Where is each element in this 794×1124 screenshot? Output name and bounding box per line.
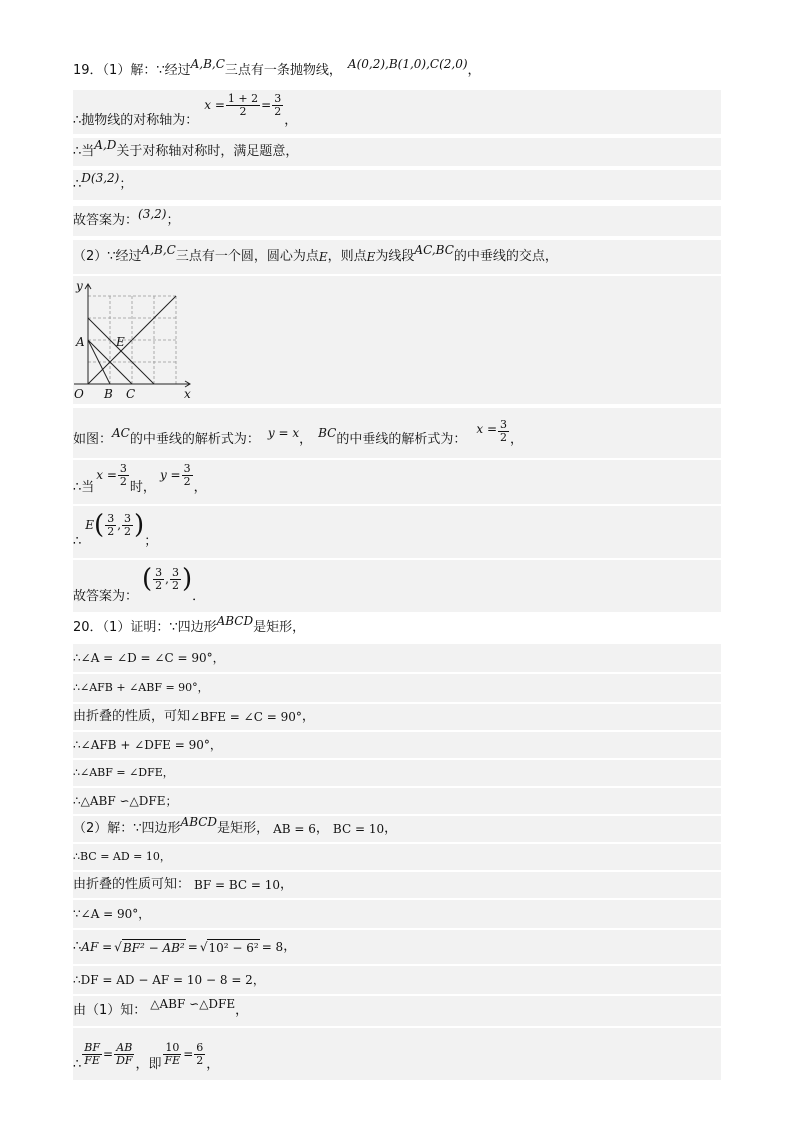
numerator: 3 [183,461,191,475]
punct: ， [467,63,481,78]
coordinate-graph [70,276,200,404]
line-y-equals-x [88,296,176,384]
sqrt-sign: √ [114,940,122,954]
segment-bc: BC [318,426,337,440]
numerator: 3 [500,417,508,431]
equals: = [183,1047,194,1061]
point-coordinates: A(0,2),B(1,0),C(2,0) [347,57,468,71]
denominator: 2 [239,104,247,118]
points-abc: A,B,C [190,57,225,71]
denominator: 2 [155,578,163,592]
denominator: 2 [119,474,127,488]
angle-bfe: ∠BFE = ∠C = 90° [190,710,302,724]
angle-sum: ∴∠AFB + ∠ABF = 90°， [73,681,209,694]
punct: ， [284,113,298,128]
numerator: 10 [165,1040,180,1054]
q19-line-5 [73,206,721,236]
fraction-3-over-2 [105,513,116,538]
q20-line-11 [73,900,721,928]
point-e: E [318,250,328,264]
ab-value: AB = 6 [273,822,316,836]
af-result: = 8 [261,940,284,954]
punct: ， [193,480,207,495]
bc-value: BC = 10 [332,822,385,836]
punct: ， [315,821,329,836]
label-o: O [74,387,84,401]
q19-part2: （2）∵经过 [73,249,142,264]
bc-ad-value: ∴BC = AD = 10， [73,850,171,863]
answer-label: 故答案为： [73,213,139,228]
punct: ； [119,177,133,192]
fraction-bf-fe [82,1042,102,1067]
comma: , [165,572,169,586]
numerator: 3 [274,91,282,105]
q19-line-10 [73,560,721,612]
denominator: 2 [124,524,132,538]
numerator: 1 + 2 [227,91,259,105]
q19-line-7 [73,408,721,458]
q19-text: 时， [129,480,156,495]
angles-90: ∴∠A = ∠D = ∠C = 90°， [73,651,225,665]
denominator: DF [116,1053,133,1067]
numerator: BF [84,1040,100,1054]
numerator: 3 [107,511,115,525]
q20-text: 是矩形， [253,620,306,635]
bf-value: BF = BC = 10 [194,878,281,892]
q20-line-9 [73,844,721,870]
comma: , [117,518,122,532]
label-c: C [126,387,136,401]
punct: ， [301,709,315,724]
fraction-3-over-2 [118,463,129,488]
axis-text: ∴抛物线的对称轴为： [73,113,199,128]
q20-line-10 [73,872,721,898]
var-y: y = [159,468,181,482]
segment-ab [88,340,110,384]
q20-line-4 [73,704,721,730]
q20-line-1 [73,616,721,640]
af-label: AF = [81,940,113,954]
denominator: 2 [196,1053,204,1067]
answer-label: 故答案为： [73,589,139,604]
punct: ， [235,1003,249,1018]
q20-text: 由（1）知： [73,1003,147,1018]
q20-line-12 [73,930,721,964]
denominator: FE [164,1053,181,1067]
q19-text: 的中垂线的解析式为： [336,432,467,447]
q19-line-1 [73,57,721,82]
label-x: x [184,387,191,401]
q20-line-5 [73,732,721,758]
q19-line-8 [73,460,721,504]
q20-line-15 [73,1028,721,1080]
punct: ， [280,877,294,892]
q19-heading: 19．（1）解：∵经过 [73,63,191,78]
equals: = [103,1047,114,1061]
q20-line-8 [73,816,721,842]
left-paren: ( [142,564,153,594]
point-e: E [366,250,376,264]
denominator: 2 [274,104,282,118]
numerator: 6 [196,1040,204,1054]
radicand-1: BF² − AB² [122,940,185,955]
q19-line-4 [73,170,721,200]
q20-text: 是矩形， [217,821,270,836]
right-paren: ) [182,564,193,594]
q19-text: 的中垂线的解析式为： [129,432,260,447]
fraction-3-over-2 [153,567,164,592]
numerator: 3 [155,565,163,579]
q20-line-3 [73,674,721,702]
left-paren: ( [94,510,105,540]
punct: ， [283,939,297,954]
label-e: E [116,335,125,349]
quad-abcd: ABCD [180,815,218,829]
q19-text: 的中垂线的交点， [453,249,558,264]
segment-ac: AC [112,426,130,440]
label-b: B [104,387,113,401]
q20-line-13 [73,966,721,994]
denominator: 2 [172,578,179,592]
points-ad: A,D [94,138,117,152]
q20-line-14 [73,996,721,1026]
therefore: ∴ [73,939,82,954]
label-a: A [76,335,85,349]
eq-y-equals-x: y = x [267,426,300,440]
var-x: x = [204,98,225,112]
segments-ac-bc: AC,BC [414,243,454,257]
q19-text: ，则点 [327,249,367,264]
fraction-3-over-2 [170,567,181,592]
fraction-3-over-2 [272,93,283,118]
similar-triangles: △ABF ∽△DFE [150,997,236,1011]
punct: ， [384,821,398,836]
label-y: y [76,279,83,293]
q20-part2: （2）解：∵四边形 [73,821,181,836]
similar-triangles: ∴△ABF ∽△DFE； [73,794,178,808]
fraction-3-over-2 [498,419,509,444]
equals: = [187,940,198,954]
fraction-10-fe [163,1042,183,1067]
fraction-3-over-2 [122,513,133,538]
equals: = [261,98,272,112]
right-paren: ) [134,510,145,540]
q19-text: 三点有一条抛物线， [224,63,342,78]
q20-text: 由折叠的性质，可知 [73,709,191,724]
numerator: 3 [124,511,132,525]
q20-text: ，即 [135,1057,162,1072]
punct: ， [206,1057,220,1072]
q19-line-6 [73,240,721,274]
q19-text: 为线段 [375,249,415,264]
points-abc: A,B,C [141,243,176,257]
therefore: ∴ [73,177,82,192]
q19-text: 三点有一个圆，圆心为点 [175,249,319,264]
answer-value: (3,2) [138,207,167,221]
q19-text: ∴当 [73,480,95,495]
punct: ， [299,432,313,447]
point-d: D(3,2) [81,171,120,185]
q20-line-7 [73,788,721,814]
sqrt-sign: √ [199,940,208,954]
var-x: x = [476,422,498,436]
q19-text: ∴当 [73,144,95,159]
denominator: 2 [107,524,115,538]
fraction-3-over-2 [182,463,193,488]
punct: ， [510,432,524,447]
quad-abcd: ABCD [216,614,254,628]
q20-text: 由折叠的性质可知： [73,877,191,892]
therefore: ∴ [73,1057,82,1072]
q20-heading: 20．（1）证明：∵四边形 [73,620,217,635]
denominator: FE [84,1053,100,1067]
q19-line-3 [73,138,721,166]
fraction-1-plus-2-over-2 [226,93,260,118]
therefore: ∴ [73,534,82,549]
q19-text: 关于对称轴对称时，满足题意， [116,144,299,159]
numerator: 3 [119,461,127,475]
q19-line-2 [73,90,721,134]
angle-equality: ∴∠ABF = ∠DFE， [73,766,174,779]
angle-sum-dfe: ∴∠AFB + ∠DFE = 90°， [73,738,222,752]
q20-line-6 [73,760,721,786]
punct: ； [144,534,158,549]
q19-text: 如图： [73,432,113,447]
q19-line-9 [73,506,721,558]
q20-line-2 [73,644,721,672]
numerator: 3 [172,565,179,579]
punct: ． [192,589,206,604]
denominator: 2 [500,430,508,444]
radicand-2: 10² − 6² [208,940,259,955]
angle-a-90: ∵∠A = 90°， [73,907,151,921]
fraction-6-2 [194,1042,205,1067]
fraction-ab-df [114,1042,134,1067]
var-x: x = [96,468,117,482]
denominator: 2 [183,474,191,488]
df-value: ∴DF = AD − AF = 10 − 8 = 2， [73,973,265,987]
numerator: AB [116,1040,133,1054]
punct: ； [166,213,180,228]
point-e: E [85,518,95,532]
